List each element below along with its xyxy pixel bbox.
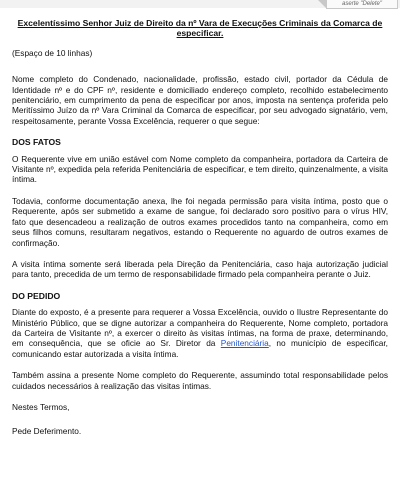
spacing-note: (Espaço de 10 linhas) bbox=[12, 47, 93, 58]
intro-paragraph: Nome completo do Condenado, nacionalidade, profissão, estado civil, portador da Cédula de Identidade nº e do CPF nº, residente e domiciliado endereço completo, recolhido estabelecimento penitenciário, em cumprimento da pena de especificar por anos, imposta na sentença proferida pelo Meritíssimo Juízo da nº Vara Criminal da Comarca de especificar, por seu advogado signatário, vem, respeitosamente, perante Vossa Excelência, requerer o que segue: bbox=[12, 74, 388, 126]
section-heading-fatos: DOS FATOS bbox=[12, 137, 61, 148]
document-title-text: Excelentíssimo Senhor Juiz de Direito da nº Vara de Execuções Criminais da Comarca de especificar. bbox=[17, 18, 383, 39]
penitenciaria-link[interactable]: Penitenciária bbox=[220, 338, 269, 349]
delete-hint-tab[interactable]: aserte "Delete" bbox=[326, 0, 398, 9]
pedido-text-after: , no município de especificar, comunicando estar autorizada a visita íntima. bbox=[12, 338, 388, 359]
pedido-text-before: Diante do exposto, é a presente para requerer a Vossa Excelência, ouvido o Ilustre Representante do Ministério Público, que se digne autorizar a companheira do Requerente, Nome completo, portadora da Carteira de Visitante nº, a exercer o direito às visitas íntimas, na forma de praxe, determinando, em consequência, que se oficie ao Sr. Diretor da bbox=[12, 307, 388, 349]
document-body bbox=[12, 18, 388, 448]
tab-notch bbox=[318, 0, 326, 8]
fatos-paragraph-2: Todavia, conforme documentação anexa, lhe foi negada permissão para visita íntima, posto que o Requerente, após ser submetido a exame de sangue, foi declarado soro positivo para o vírus HIV, fato que desencadeou a realização de outros exames procedidos tanto na companheira, como em seus filhos comuns, resultaram negativos, estando o Requerente no aguardo de outros exames de confirmação. bbox=[12, 195, 388, 248]
document-title bbox=[12, 18, 388, 39]
fatos-paragraph-3: A visita íntima somente será liberada pela Direção da Penitenciária, caso haja autorização judicial para tanto, precedida de um termo de responsabilidade firmado pela companheira perante o Juiz. bbox=[12, 258, 388, 280]
section-heading-pedido: DO PEDIDO bbox=[12, 290, 61, 301]
pedido-paragraph-2: Também assina a presente Nome completo do Requerente, assumindo total responsabilidade pelos cuidados necessários à realização das visitas íntimas. bbox=[12, 370, 388, 391]
closing-line: Nestes Termos, bbox=[12, 401, 70, 412]
pedido-paragraph-1 bbox=[12, 307, 388, 359]
fatos-paragraph-1: O Requerente vive em união estável com Nome completo da companheira, portadora da Carteira de Visitante nº, expedida pela referida Penitenciária de especificar, e tem direito, quinzenalmente, a visita íntima. bbox=[12, 153, 388, 185]
signoff-line: Pede Deferimento. bbox=[12, 426, 82, 437]
